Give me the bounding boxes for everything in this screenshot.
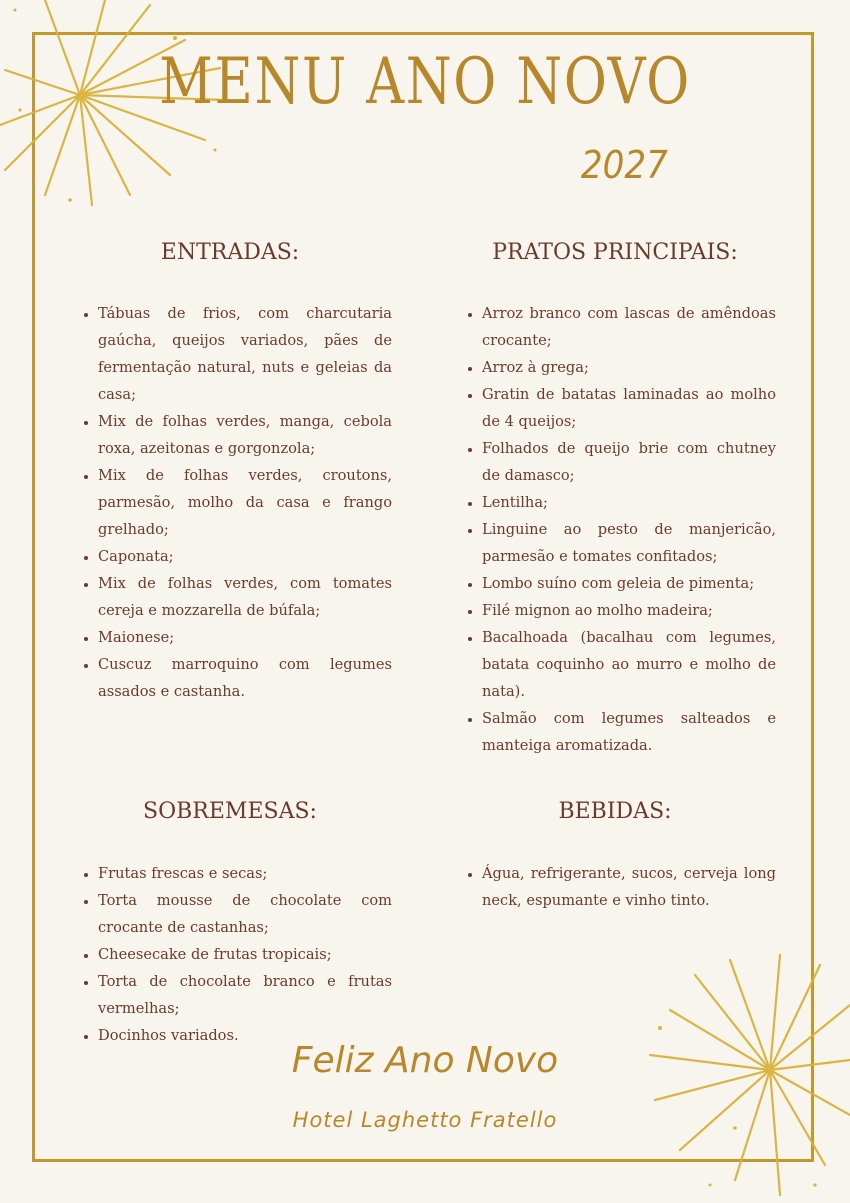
- menu-item: • Mix de folhas verdes, com tomates cereja e mozzarella de búfala;: [98, 570, 392, 624]
- list-sobremesas: [78, 860, 392, 1049]
- menu-item: • Tábuas de frios, com charcutaria gaúcha, queijos variados, pães de fermentação natural, nuts e geleias da casa;: [98, 300, 392, 408]
- menu-item: • Cuscuz marroquino com legumes assados e castanha.: [98, 651, 392, 705]
- menu-item: • Arroz à grega;: [482, 354, 776, 381]
- list-entradas: [78, 300, 392, 705]
- greeting-signature: Feliz Ano Novo: [291, 1040, 559, 1081]
- menu-item: • Maionese;: [98, 624, 392, 651]
- section-title-sobremesas: SOBREMESAS:: [143, 799, 317, 824]
- menu-item: • Caponata;: [98, 543, 392, 570]
- section-title-entradas: ENTRADAS:: [160, 240, 300, 265]
- menu-item: • Bacalhoada (bacalhau com legumes, batata coquinho ao murro e molho de nata).: [482, 624, 776, 705]
- menu-item: • Torta mousse de chocolate com crocante de castanhas;: [98, 887, 392, 941]
- menu-item: • Linguine ao pesto de manjericão, parmesão e tomates confitados;: [482, 516, 776, 570]
- menu-item: • Frutas frescas e secas;: [98, 860, 392, 887]
- menu-item: • Torta de chocolate branco e frutas vermelhas;: [98, 968, 392, 1022]
- menu-item: • Filé mignon ao molho madeira;: [482, 597, 776, 624]
- list-pratos-principais: [462, 300, 776, 759]
- menu-year: 2027: [580, 143, 668, 187]
- menu-item: • Docinhos variados.: [98, 1022, 392, 1049]
- menu-item: • Arroz branco com lascas de amêndoas crocante;: [482, 300, 776, 354]
- menu-item: • Cheesecake de frutas tropicais;: [98, 941, 392, 968]
- menu-item: • Mix de folhas verdes, croutons, parmesão, molho da casa e frango grelhado;: [98, 462, 392, 543]
- menu-item: • Salmão com legumes salteados e manteiga aromatizada.: [482, 705, 776, 759]
- menu-title: MENU ANO NOVO: [159, 45, 691, 119]
- menu-item: • Mix de folhas verdes, manga, cebola roxa, azeitonas e gorgonzola;: [98, 408, 392, 462]
- menu-item: • Gratin de batatas laminadas ao molho de 4 queijos;: [482, 381, 776, 435]
- section-title-bebidas: BEBIDAS:: [558, 799, 672, 824]
- list-bebidas: [462, 860, 776, 914]
- menu-item: • Folhados de queijo brie com chutney de damasco;: [482, 435, 776, 489]
- menu-item: • Lentilha;: [482, 489, 776, 516]
- menu-item: • Água, refrigerante, sucos, cerveja long neck, espumante e vinho tinto.: [482, 860, 776, 914]
- section-title-pratos-principais: PRATOS PRINCIPAIS:: [492, 240, 738, 265]
- menu-item: • Lombo suíno com geleia de pimenta;: [482, 570, 776, 597]
- hotel-signature: Hotel Laghetto Fratello: [292, 1108, 558, 1132]
